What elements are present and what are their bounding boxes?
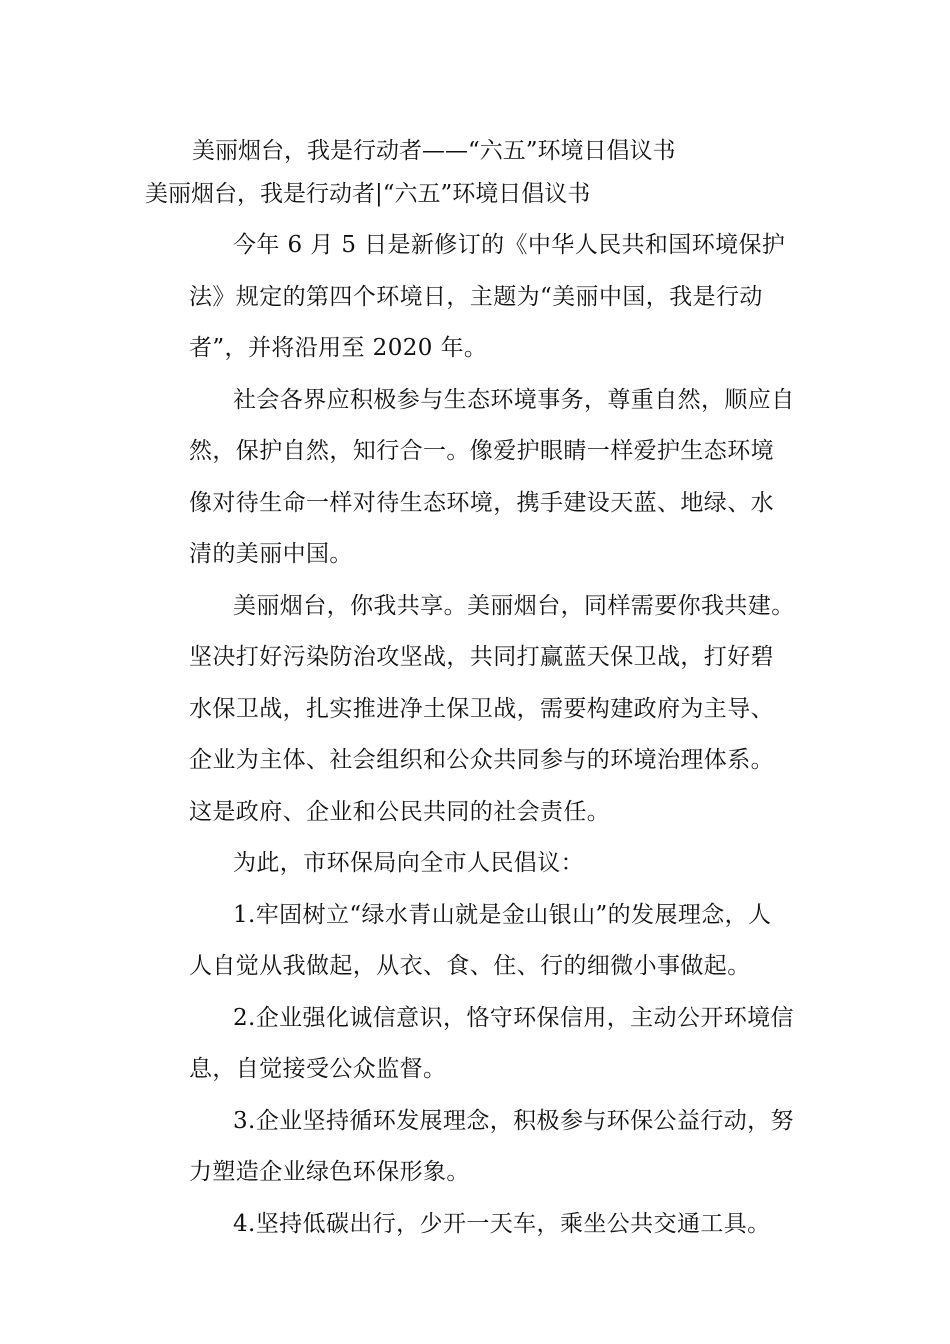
paragraph-line: 4.坚持低碳出行，少开一天车，乘坐公共交通工具。 [233, 1210, 771, 1237]
paragraph-line: 这是政府、企业和公民共同的社会责任。 [189, 798, 611, 825]
initiative-item-4 [145, 1199, 810, 1251]
paragraph-line: 像对待生命一样对待生态环境，携手建设天蓝、地绿、水 [189, 489, 774, 516]
paragraph-line: 今年 6 月 5 日是新修订的《中华人民共和国环境保护 [233, 232, 786, 258]
paragraph-line: 然，保护自然，知行合一。像爱护眼睛一样爱护生态环境 [189, 438, 774, 464]
paragraph-line: 1.牢固树立“绿水青山就是金山银山”的发展理念，人 [233, 901, 772, 928]
paragraph-line: 法》规定的第四个环境日，主题为“美丽中国，我是行动 [189, 283, 763, 310]
paragraph-line: 坚决打好污染防治攻坚战，共同打赢蓝天保卫战，打好碧 [189, 644, 774, 670]
paragraph-line: 者”，并将沿用至 2020 年。 [189, 335, 488, 361]
initiative-item-2 [145, 993, 810, 1096]
paragraph-line: 为此，市环保局向全市人民倡议： [233, 850, 584, 876]
paragraph-line: 水保卫战，扎实推进净土保卫战，需要构建政府为主导、 [189, 695, 774, 722]
paragraph-line: 3.企业坚持循环发展理念，积极参与环保公益行动，努 [233, 1107, 794, 1134]
paragraph-line: 2.企业强化诚信意识，恪守环保信用，主动公开环境信 [233, 1004, 794, 1031]
initiative-item-3 [145, 1096, 810, 1199]
paragraph-line: 美丽烟台，你我共享。美丽烟台，同样需要你我共建。 [233, 592, 795, 619]
document-title: 美丽烟台，我是行动者——“六五”环境日倡议书 [192, 138, 676, 164]
paragraph-yantai [145, 581, 810, 839]
paragraph-line: 清的美丽中国。 [189, 541, 353, 567]
document-subtitle: 美丽烟台，我是行动者|“六五”环境日倡议书 [145, 181, 591, 207]
initiative-item-1 [145, 890, 810, 993]
paragraph-initiative-intro [145, 838, 810, 890]
paragraph-line: 社会各界应积极参与生态环境事务，尊重自然，顺应自 [233, 386, 795, 413]
paragraph-society [145, 375, 810, 581]
document-body [145, 126, 810, 1250]
paragraph-line: 息，自觉接受公众监督。 [189, 1056, 447, 1082]
paragraph-line: 力塑造企业绿色环保形象。 [189, 1159, 470, 1185]
paragraph-line: 企业为主体、社会组织和公众共同参与的环境治理体系。 [189, 747, 774, 773]
paragraph-line: 人自觉从我做起，从衣、食、住、行的细微小事做起。 [189, 953, 751, 979]
paragraph-environment-day [145, 220, 810, 375]
